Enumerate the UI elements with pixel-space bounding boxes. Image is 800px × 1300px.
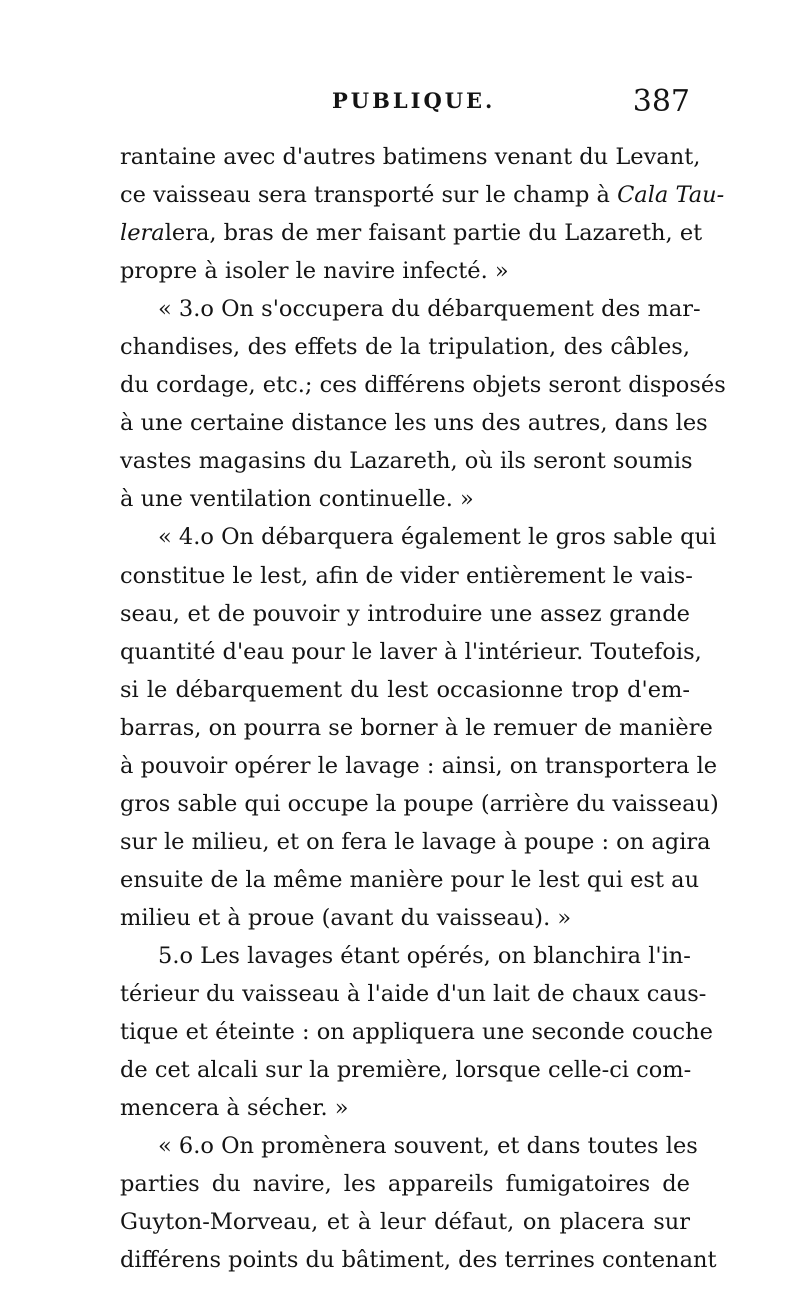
page-number: 387 (632, 84, 690, 119)
place-name-cala-taulera-part2: lera (120, 220, 165, 247)
text-line-25: de cet alcali sur la première, lorsque celle-ci com- (120, 1057, 692, 1084)
text-line-10: à une ventilation continuelle. » (120, 486, 474, 513)
text-line-23: térieur du vaisseau à l'aide d'un lait de chaux caus- (120, 981, 707, 1008)
text-line-26: mencera à sécher. » (120, 1095, 349, 1122)
text-line-2-start: ce vaisseau sera transporté sur le champ à (120, 182, 618, 209)
text-line-28: parties du navire, les appareils fumigatoires de (120, 1171, 690, 1198)
text-line-14: quantité d'eau pour le laver à l'intérieur. Toutefois, (120, 638, 702, 665)
text-line-6: chandises, des effets de la tripulation, des câbles, (120, 334, 690, 361)
text-line-1: rantaine avec d'autres batimens venant du Levant, (120, 144, 701, 170)
text-line-30: différens points du bâtiment, des terrines contenant (120, 1247, 717, 1274)
text-line-2 (120, 176, 725, 214)
text-line-3 (120, 214, 703, 252)
text-line-15: si le débarquement du lest occasionne trop d'em- (120, 676, 690, 703)
text-line-27: « 6.o On promènera souvent, et dans toutes les (158, 1133, 698, 1160)
text-line-9: vastes magasins du Lazareth, où ils seront soumis (120, 448, 693, 475)
text-line-8: à une certaine distance les uns des autres, dans les (120, 410, 708, 437)
text-line-16: barras, on pourra se borner à le remuer de manière (120, 714, 713, 741)
place-name-cala-taulera-part1: Cala Tau- (617, 182, 725, 209)
text-line-19: sur le milieu, et on fera le lavage à poupe : on agira (120, 828, 711, 855)
text-line-21: milieu et à proue (avant du vaisseau). » (120, 904, 572, 931)
text-line-11: « 4.o On débarquera également le gros sable qui (158, 524, 717, 551)
text-line-7: du cordage, etc.; ces différens objets seront disposés (120, 372, 726, 399)
text-line-24: tique et éteinte : on appliquera une seconde couche (120, 1019, 713, 1046)
text-line-17: à pouvoir opérer le lavage : ainsi, on transportera le (120, 752, 718, 779)
text-line-20: ensuite de la même manière pour le lest qui est au (120, 866, 700, 893)
body-text (120, 138, 726, 1279)
text-line-3-rest: lera, bras de mer faisant partie du Lazareth, et (164, 220, 703, 247)
text-line-4: propre à isoler le navire infecté. » (120, 258, 509, 285)
text-line-12: constitue le lest, afin de vider entièrement le vais- (120, 562, 693, 589)
running-head (120, 84, 690, 128)
text-line-5: « 3.o On s'occupera du débarquement des mar- (158, 296, 701, 323)
text-line-29: Guyton-Morveau, et à leur défaut, on placera sur (120, 1209, 690, 1236)
text-line-18: gros sable qui occupe la poupe (arrière du vaisseau) (120, 790, 719, 817)
running-title: PUBLIQUE. (332, 88, 496, 113)
text-line-13: seau, et de pouvoir y introduire une assez grande (120, 600, 690, 627)
text-line-22: 5.o Les lavages étant opérés, on blanchira l'in- (158, 942, 691, 969)
